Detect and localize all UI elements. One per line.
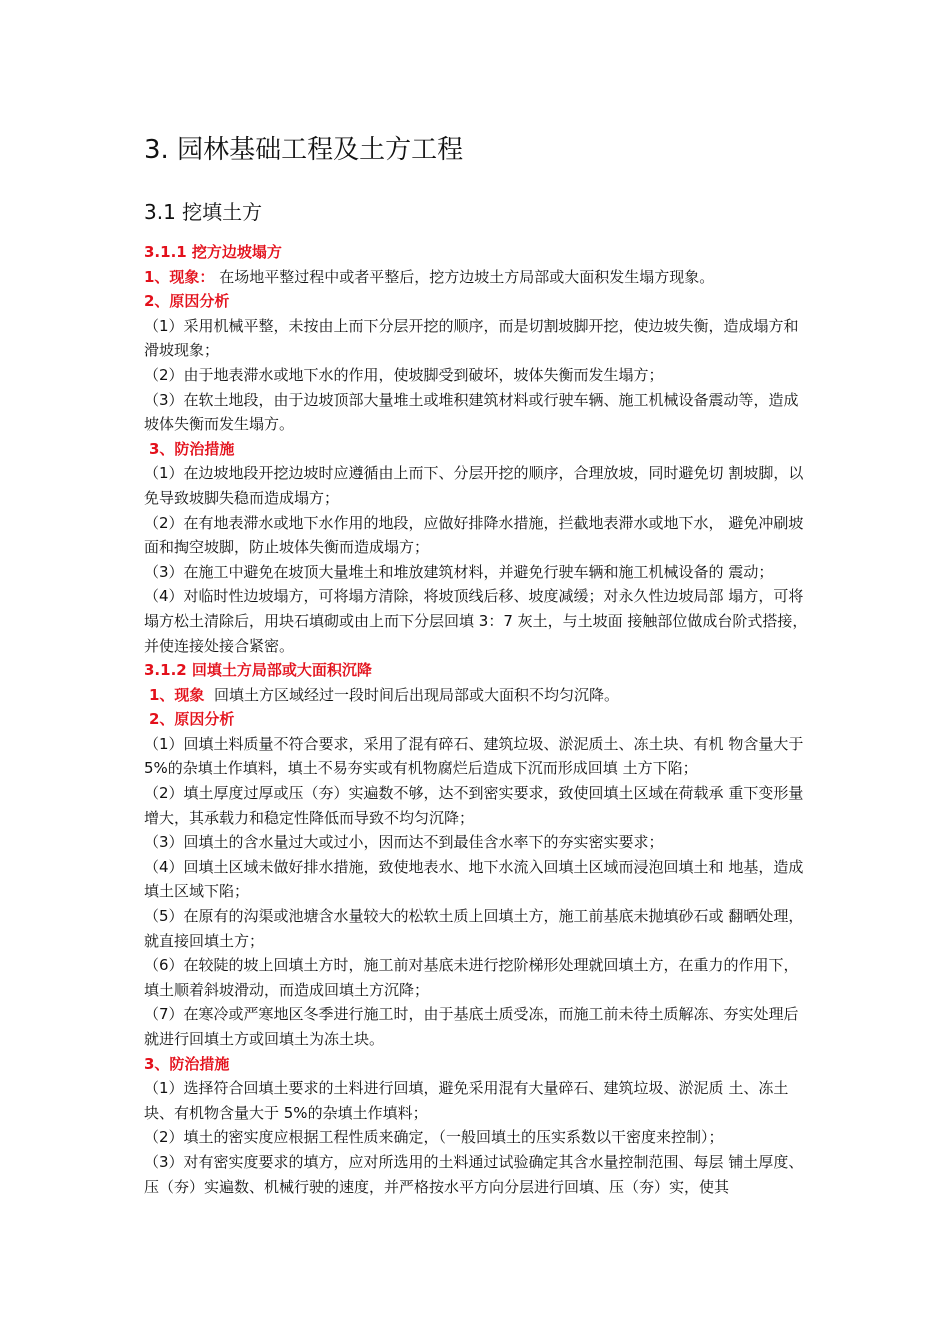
subsection-heading-collapse: 3.1.1 挖方边坡塌方 xyxy=(144,243,282,261)
cause-label: 2、原因分析 xyxy=(144,292,230,311)
document-page xyxy=(144,128,812,1199)
cause-item: （1）采用机械平整，未按由上而下分层开挖的顺序，而是切割坡脚开挖，使边坡失衡，造成塌方和滑坡现象； xyxy=(144,316,799,360)
section-title: 3.1 挖填土方 xyxy=(144,200,263,224)
measure-label: 3、防治措施 xyxy=(144,1054,230,1073)
subsection-heading-settlement: 3.1.2 回填土方局部或大面积沉降 xyxy=(144,661,372,680)
phenomenon-text: 回填土方区域经过一段时间后出现局部或大面积不均匀沉降。 xyxy=(204,685,619,704)
measure-item: （4）对临时性边坡塌方，可将塌方清除，将坡顶线后移、坡度减缓；对永久性边坡局部 塌方，可将塌方松土清除后，用块石填砌或由上而下分层回填 3：7 灰土，与土坡面 接触部位做成台阶式搭接，并使连接处接合紧密。 xyxy=(144,587,808,655)
phenomenon-paragraph xyxy=(144,683,812,708)
cause-item: （1）回填土料质量不符合要求，采用了混有碎石、建筑垃圾、淤泥质土、冻土块、有机 物含量大于 5%的杂填土作填料，填土不易夯实或有机物腐烂后造成下沉而形成回填 土方下陷； xyxy=(144,734,809,778)
measure-item: （1）选择符合回填土要求的土料进行回填，避免采用混有大量碎石、建筑垃圾、淤泥质 土、冻土块、有机物含量大于 5%的杂填土作填料； xyxy=(144,1079,789,1122)
measure-item: （3）对有密实度要求的填方，应对所选用的土料通过试验确定其含水量控制范围、每层 铺土厚度、压（夯）实遍数、机械行驶的速度，并严格按水平方向分层进行回填、压（夯）实，使其 xyxy=(144,1152,804,1196)
phenomenon-paragraph xyxy=(144,265,812,290)
phenomenon-label: 1、现象： xyxy=(144,267,215,286)
cause-label: 2、原因分析 xyxy=(149,710,235,729)
cause-item: （5）在原有的沟渠或池塘含水量较大的松软土质上回填土方，施工前基底未抛填砂石或 翻晒处理，就直接回填土方； xyxy=(144,907,804,950)
measure-item: （3）在施工中避免在坡顶大量堆土和堆放建筑材料，并避免行驶车辆和施工机械设备的 震动； xyxy=(144,562,774,581)
measure-item: （1）在边坡地段开挖边坡时应遵循由上而下、分层开挖的顺序，合理放坡，同时避免切 割坡脚，以免导致坡脚失稳而造成塌方； xyxy=(144,464,804,507)
cause-item: （3）回填土的含水量过大或过小，因而达不到最佳含水率下的夯实密实要求； xyxy=(144,833,664,852)
phenomenon-text: 在场地平整过程中或者平整后，挖方边坡土方局部或大面积发生塌方现象。 xyxy=(214,267,715,286)
phenomenon-label: 1、现象 xyxy=(149,685,205,704)
page-title: 3. 园林基础工程及土方工程 xyxy=(144,135,464,165)
cause-item: （2）由于地表滞水或地下水的作用，使坡脚受到破坏，坡体失衡而发生塌方； xyxy=(144,365,664,384)
cause-item: （6）在较陡的坡上回填土方时，施工前对基底未进行挖阶梯形处理就回填土方，在重力的作用下，填土顺着斜坡滑动，而造成回填土方沉降； xyxy=(144,956,799,999)
measure-label: 3、防治措施 xyxy=(149,439,235,458)
cause-item: （4）回填土区域未做好排水措施，致使地表水、地下水流入回填土区域而浸泡回填土和 地基，造成填土区域下陷； xyxy=(144,857,804,901)
cause-item: （2）填土厚度过厚或压（夯）实遍数不够，达不到密实要求，致使回填土区域在荷载承 重下变形量增大，其承载力和稳定性降低而导致不均匀沉降； xyxy=(144,784,804,827)
cause-item: （3）在软土地段，由于边坡顶部大量堆土或堆积建筑材料或行驶车辆、施工机械设备震动等，造成坡体失衡而发生塌方。 xyxy=(144,390,799,434)
measure-item: （2）填土的密实度应根据工程性质来确定，（一般回填土的压实系数以干密度来控制）； xyxy=(144,1128,724,1147)
measure-item: （2）在有地表滞水或地下水作用的地段，应做好排降水措施，拦截地表滞水或地下水， 避免冲刷坡面和掏空坡脚，防止坡体失衡而造成塌方； xyxy=(144,513,804,557)
cause-item: （7）在寒冷或严寒地区冬季进行施工时，由于基底土质受冻，而施工前未待土质解冻、夯实处理后就进行回填土方或回填土为冻土块。 xyxy=(144,1005,799,1048)
